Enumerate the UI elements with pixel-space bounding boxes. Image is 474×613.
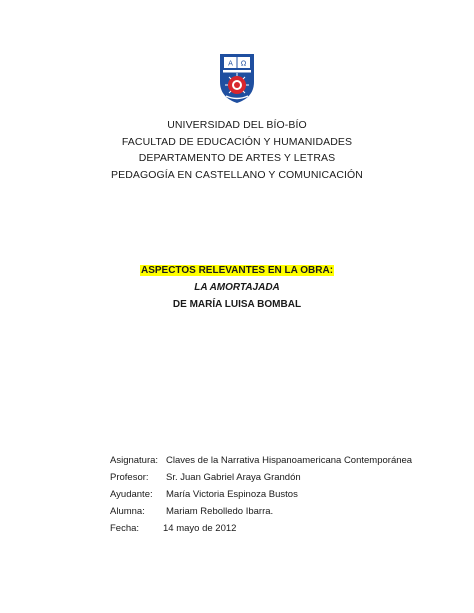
asignatura-value: Claves de la Narrativa Hispanoamericana Contemporánea: [166, 455, 413, 466]
ayudante-value: María Victoria Espinoza Bustos: [166, 489, 298, 500]
institution-header: [0, 117, 474, 183]
title-author: DE MARÍA LUISA BOMBAL: [172, 299, 302, 310]
document-title: [0, 262, 474, 313]
title-line-highlighted: ASPECTOS RELEVANTES EN LA OBRA:: [140, 265, 334, 276]
header-department: DEPARTAMENTO DE ARTES Y LETRAS: [138, 152, 336, 164]
header-program: PEDAGOGÍA EN CASTELLANO Y COMUNICACIÓN: [111, 168, 363, 181]
asignatura-label: Asignatura:: [110, 455, 159, 466]
header-faculty: FACULTAD DE EDUCACIÓN Y HUMANIDADES: [121, 135, 353, 148]
profesor-value: Sr. Juan Gabriel Araya Grandón: [166, 472, 301, 483]
crest-glyph-right: Ω: [240, 59, 247, 68]
profesor-label: Profesor:: [110, 472, 149, 483]
fecha-label: Fecha:: [110, 523, 140, 534]
fecha-value: 14 mayo de 2012: [163, 523, 237, 534]
ayudante-label: Ayudante:: [110, 489, 153, 500]
university-shield-icon: [218, 52, 256, 104]
crest-glyph-left: A: [228, 59, 233, 68]
alumna-value: Mariam Rebolledo Ibarra.: [166, 506, 274, 517]
alumna-label: Alumna:: [110, 506, 145, 517]
title-work-name: LA AMORTAJADA: [194, 282, 280, 293]
header-university: UNIVERSIDAD DEL BÍO-BÍO: [167, 119, 307, 131]
